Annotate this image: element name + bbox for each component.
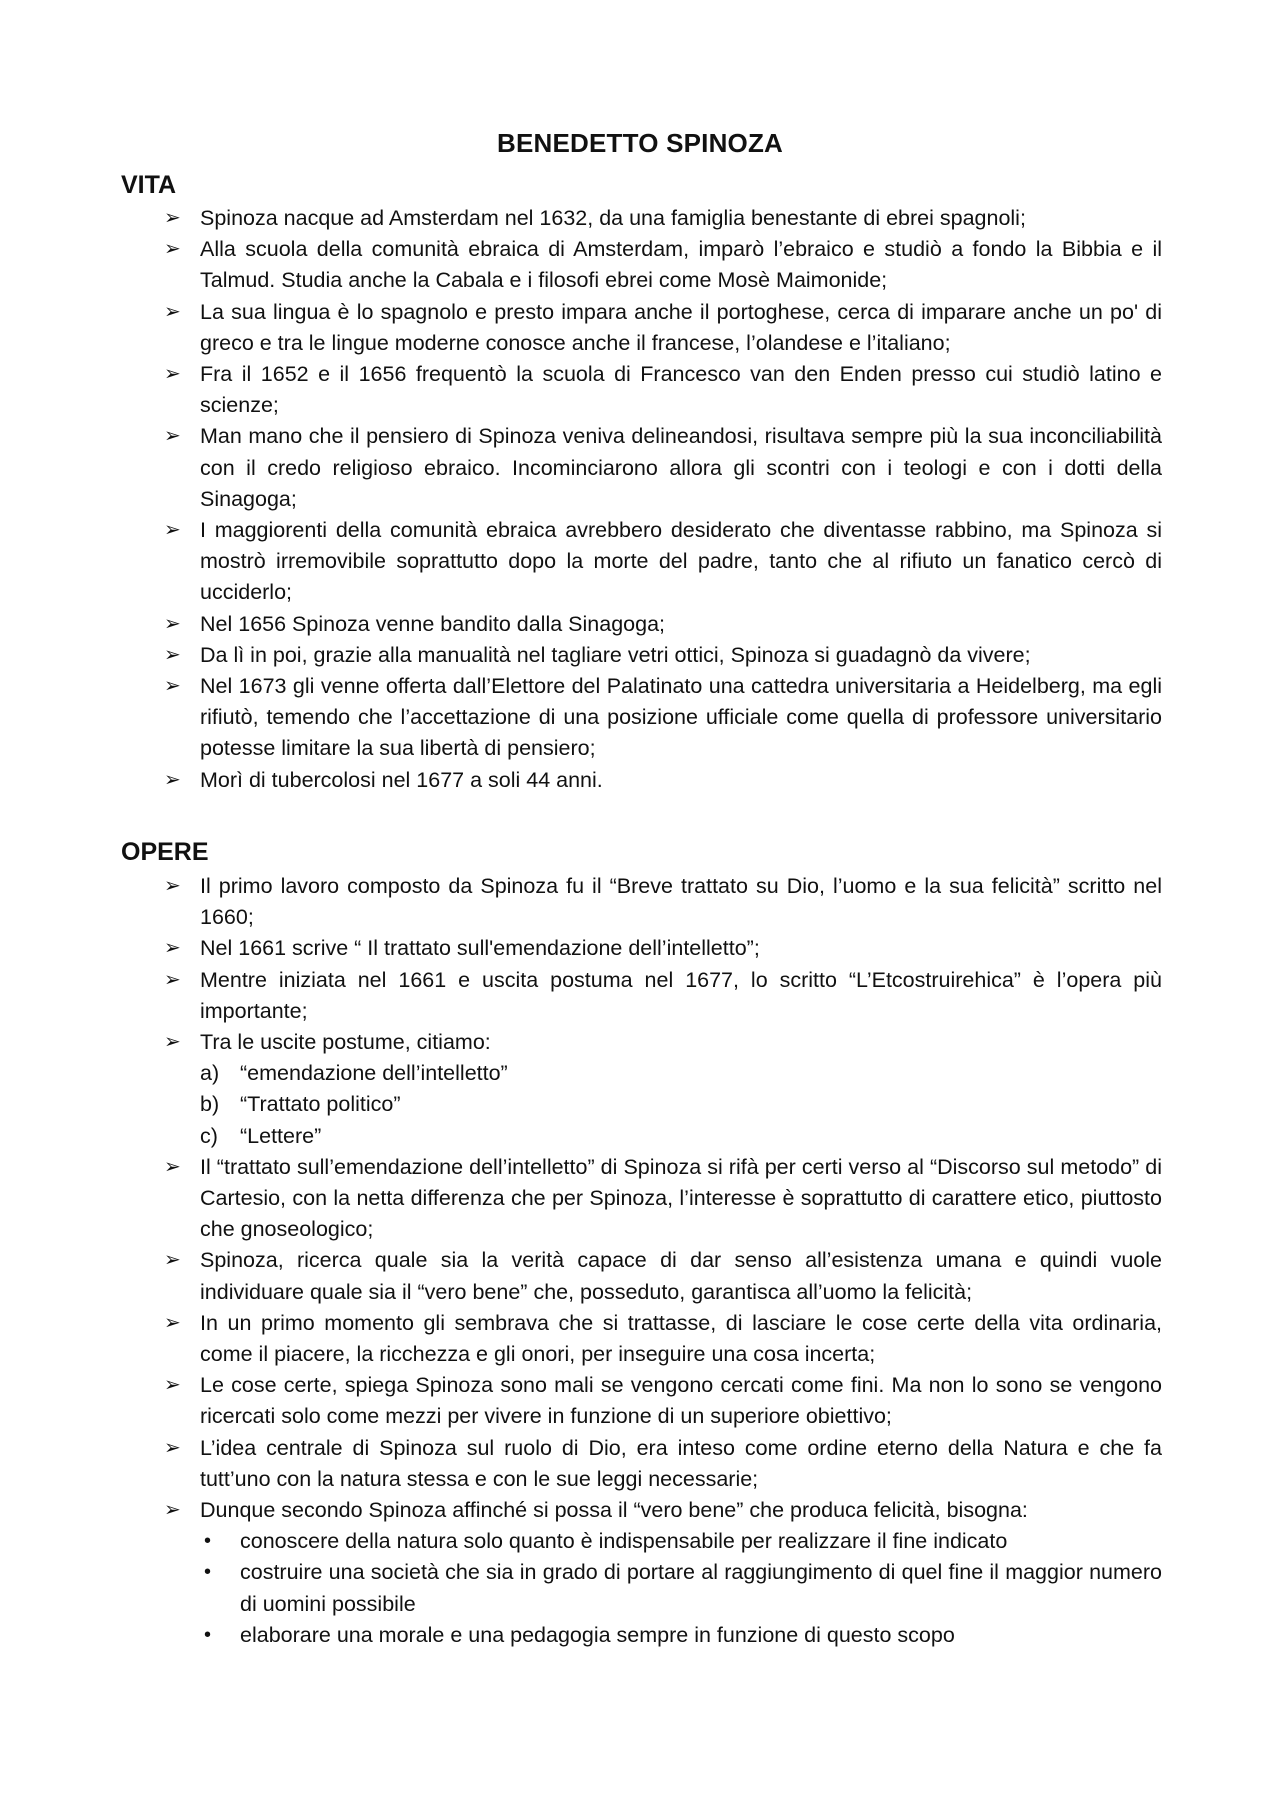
opere-list <box>160 871 1162 1651</box>
arrow-bullet-icon: ➢ <box>164 300 181 323</box>
list-item: ➢ Le cose certe, spiega Spinoza sono mali se vengono cercati come fini. Ma non lo sono se vengono ricercati solo come mezzi per vivere in funzione di un superiore obiettivo; <box>160 1370 1162 1432</box>
arrow-bullet-icon: ➢ <box>164 519 181 542</box>
list-item: ➢ Nel 1673 gli venne offerta dall’Elettore del Palatinato una cattedra universitaria a Heidelberg, ma egli rifiutò, temendo che l’accettazione di una posizione ufficiale come quella di professore universitario potesse limitare la sua libertà di pensiero; <box>160 671 1162 765</box>
section-heading-opere: OPERE <box>121 838 209 866</box>
bullet-item: • elaborare una morale e una pedagogia sempre in funzione di questo scopo <box>160 1620 1162 1651</box>
list-item: ➢ Fra il 1652 e il 1656 frequentò la scuola di Francesco van den Enden presso cui studiò latino e scienze; <box>160 359 1162 421</box>
list-item: ➢ Tra le uscite postume, citiamo: <box>160 1027 1162 1058</box>
list-item: ➢ Man mano che il pensiero di Spinoza veniva delineandosi, risultava sempre più la sua inconciliabilità con il credo religioso ebraico. Incominciarono allora gli scontri con i teologi e con i dotti della Sinagoga; <box>160 421 1162 515</box>
list-item: ➢ L’idea centrale di Spinoza sul ruolo di Dio, era inteso come ordine eterno della Natura e che fa tutt’uno con la natura stessa e con le sue leggi necessarie; <box>160 1433 1162 1495</box>
sub-list-item: c) “Lettere” <box>200 1123 322 1148</box>
arrow-bullet-icon: ➢ <box>164 1155 181 1178</box>
arrow-bullet-icon: ➢ <box>164 207 181 229</box>
arrow-bullet-icon: ➢ <box>164 968 181 991</box>
vita-list <box>160 203 1162 796</box>
list-item: ➢ I maggiorenti della comunità ebraica avrebbero desiderato che diventasse rabbino, ma Spinoza si mostrò irremovibile soprattutto dopo la morte del padre, tanto che al rifiuto un fanatico cercò di ucciderlo; <box>160 515 1162 609</box>
arrow-bullet-icon: ➢ <box>164 1031 181 1054</box>
bullet-item: • conoscere della natura solo quanto è indispensabile per realizzare il fine indicato <box>160 1526 1162 1557</box>
list-item: ➢ Spinoza nacque ad Amsterdam nel 1632, da una famiglia benestante di ebrei spagnoli; <box>160 203 1162 234</box>
arrow-bullet-icon: ➢ <box>164 1249 181 1272</box>
list-item: ➢ Alla scuola della comunità ebraica di Amsterdam, imparò l’ebraico e studiò a fondo la Bibbia e il Talmud. Studia anche la Cabala e i filosofi ebrei come Mosè Maimonide; <box>160 234 1162 296</box>
section-heading-vita: VITA <box>121 171 177 199</box>
bullet-dot-icon: • <box>204 1530 212 1553</box>
list-item: ➢ Nel 1661 scrive “ Il trattato sull'emendazione dell’intelletto”; <box>160 933 1162 964</box>
bullet-item: • costruire una società che sia in grado di portare al raggiungimento di quel fine il maggior numero di uomini possibile <box>160 1557 1162 1619</box>
arrow-bullet-icon: ➢ <box>164 612 181 635</box>
arrow-bullet-icon: ➢ <box>164 768 181 791</box>
arrow-bullet-icon: ➢ <box>164 643 181 666</box>
arrow-bullet-icon: ➢ <box>164 937 181 960</box>
list-item: ➢ La sua lingua è lo spagnolo e presto impara anche il portoghese, cerca di imparare anche un po' di greco e tra le lingue moderne conosce anche il francese, l’olandese e l’italiano; <box>160 297 1162 359</box>
sub-list-item: a) “emendazione dell’intelletto” <box>200 1061 508 1086</box>
sub-list-item: b) “Trattato politico” <box>200 1092 401 1117</box>
list-item: ➢ Nel 1656 Spinoza venne bandito dalla Sinagoga; <box>160 609 1162 640</box>
list-item: ➢ Il “trattato sull’emendazione dell’intelletto” di Spinoza si rifà per certi verso al “Discorso sul metodo” di Cartesio, con la netta differenza che per Spinoza, l’interesse è soprattutto di carattere etico, piuttosto che gnoseologico; <box>160 1152 1162 1246</box>
arrow-bullet-icon: ➢ <box>164 425 181 448</box>
list-item: ➢ Spinoza, ricerca quale sia la verità capace di dar senso all’esistenza umana e quindi vuole individuare quale sia il “vero bene” che, posseduto, garantisca all’uomo la felicità; <box>160 1245 1162 1307</box>
list-item: ➢ Dunque secondo Spinoza affinché si possa il “vero bene” che produca felicità, bisogna: <box>160 1495 1162 1526</box>
list-item: ➢ Il primo lavoro composto da Spinoza fu il “Breve trattato su Dio, l’uomo e la sua felicità” scritto nel 1660; <box>160 871 1162 933</box>
list-item: ➢ Da lì in poi, grazie alla manualità nel tagliare vetri ottici, Spinoza si guadagnò da vivere; <box>160 640 1162 671</box>
arrow-bullet-icon: ➢ <box>164 875 181 897</box>
arrow-bullet-icon: ➢ <box>164 1499 181 1522</box>
list-item: ➢ In un primo momento gli sembrava che si trattasse, di lasciare le cose certe della vita ordinaria, come il piacere, la ricchezza e gli onori, per inseguire una cosa incerta; <box>160 1308 1162 1370</box>
document-title: BENEDETTO SPINOZA <box>496 128 784 158</box>
arrow-bullet-icon: ➢ <box>164 675 181 698</box>
arrow-bullet-icon: ➢ <box>164 1374 181 1397</box>
bullet-dot-icon: • <box>204 1561 212 1584</box>
list-item: ➢ Morì di tubercolosi nel 1677 a soli 44 anni. <box>160 765 1162 796</box>
arrow-bullet-icon: ➢ <box>164 1436 181 1459</box>
arrow-bullet-icon: ➢ <box>164 363 181 386</box>
list-item: ➢ Mentre iniziata nel 1661 e uscita postuma nel 1677, lo scritto “L’Etcostruirehica” è l’opera più importante; <box>160 965 1162 1027</box>
arrow-bullet-icon: ➢ <box>164 238 181 261</box>
arrow-bullet-icon: ➢ <box>164 1311 181 1334</box>
bullet-dot-icon: • <box>204 1623 212 1646</box>
